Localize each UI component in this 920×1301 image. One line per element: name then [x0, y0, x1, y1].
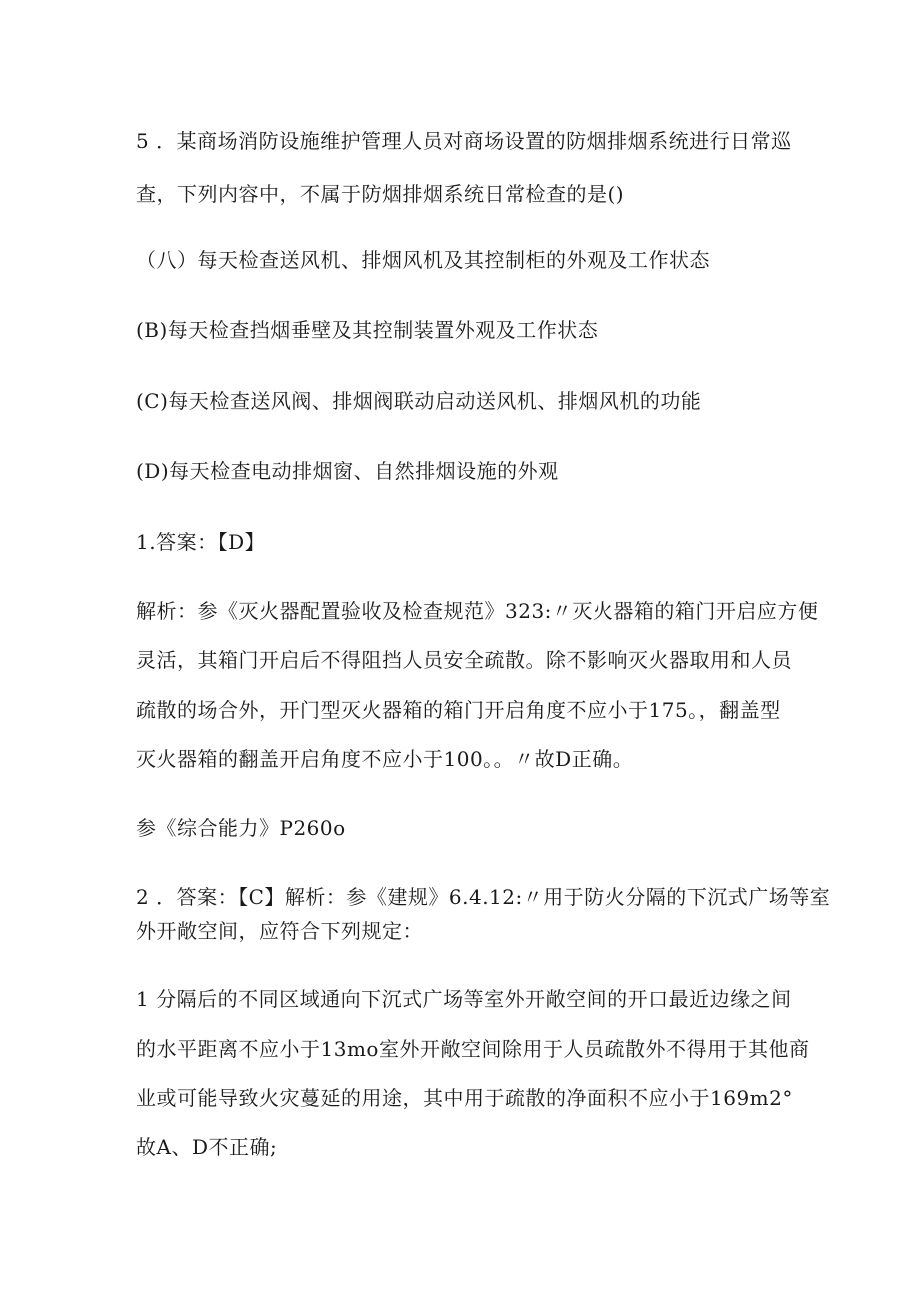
- option-b: (B)每天检查挡烟垂壁及其控制装置外观及工作状态: [136, 318, 599, 342]
- analysis-1-line-4: 灭火器箱的翻盖开启角度不应小于100。。〃故D正确。: [136, 747, 634, 771]
- rule-line-2: 的水平距离不应小于13mo室外开敞空间除用于人员疏散外不得用于其他商: [136, 1037, 810, 1061]
- option-c: (C)每天检查送风阀、排烟阀联动启动送风机、排烟风机的功能: [136, 389, 702, 413]
- analysis-1-line-1: 解析：参《灭火器配置验收及检查规范》323:〃灭火器箱的箱门开启应方便: [136, 599, 819, 623]
- rule-line-1: 1 分隔后的不同区域通向下沉式广场等室外开敞空间的开口最近边缘之间: [136, 987, 792, 1011]
- answer-2-line-2: 外开敞空间，应符合下列规定：: [136, 919, 423, 943]
- reference-1: 参《综合能力》P260o: [136, 816, 346, 840]
- answer-1-line: 1.答案：【D】: [136, 530, 266, 554]
- analysis-1-line-2: 灵活，其箱门开启后不得阻挡人员安全疏散。除不影响灭火器取用和人员: [136, 648, 792, 672]
- rule-line-4: 故A、D不正确;: [136, 1135, 278, 1159]
- analysis-1-line-3: 疏散的场合外，开门型灭火器箱的箱门开启角度不应小于175。，翻盖型: [136, 698, 781, 722]
- option-d: (D)每天检查电动排烟窗、自然排烟设施的外观: [136, 459, 559, 483]
- option-a: （八）每天检查送风机、排烟风机及其控制柜的外观及工作状态: [136, 248, 710, 272]
- question-5-stem-line-1: 5 ．某商场消防设施维护管理人员对商场设置的防烟排烟系统进行日常巡: [136, 129, 792, 153]
- question-5-stem-line-2: 查，下列内容中，不属于防烟排烟系统日常检查的是(): [136, 182, 625, 206]
- answer-2-line-1: 2 ．答案：【C】解析：参《建规》6.4.12:〃用于防火分隔的下沉式广场等室: [136, 885, 831, 909]
- rule-line-3: 业或可能导致火灾蔓延的用途，其中用于疏散的净面积不应小于169m2°: [136, 1086, 793, 1110]
